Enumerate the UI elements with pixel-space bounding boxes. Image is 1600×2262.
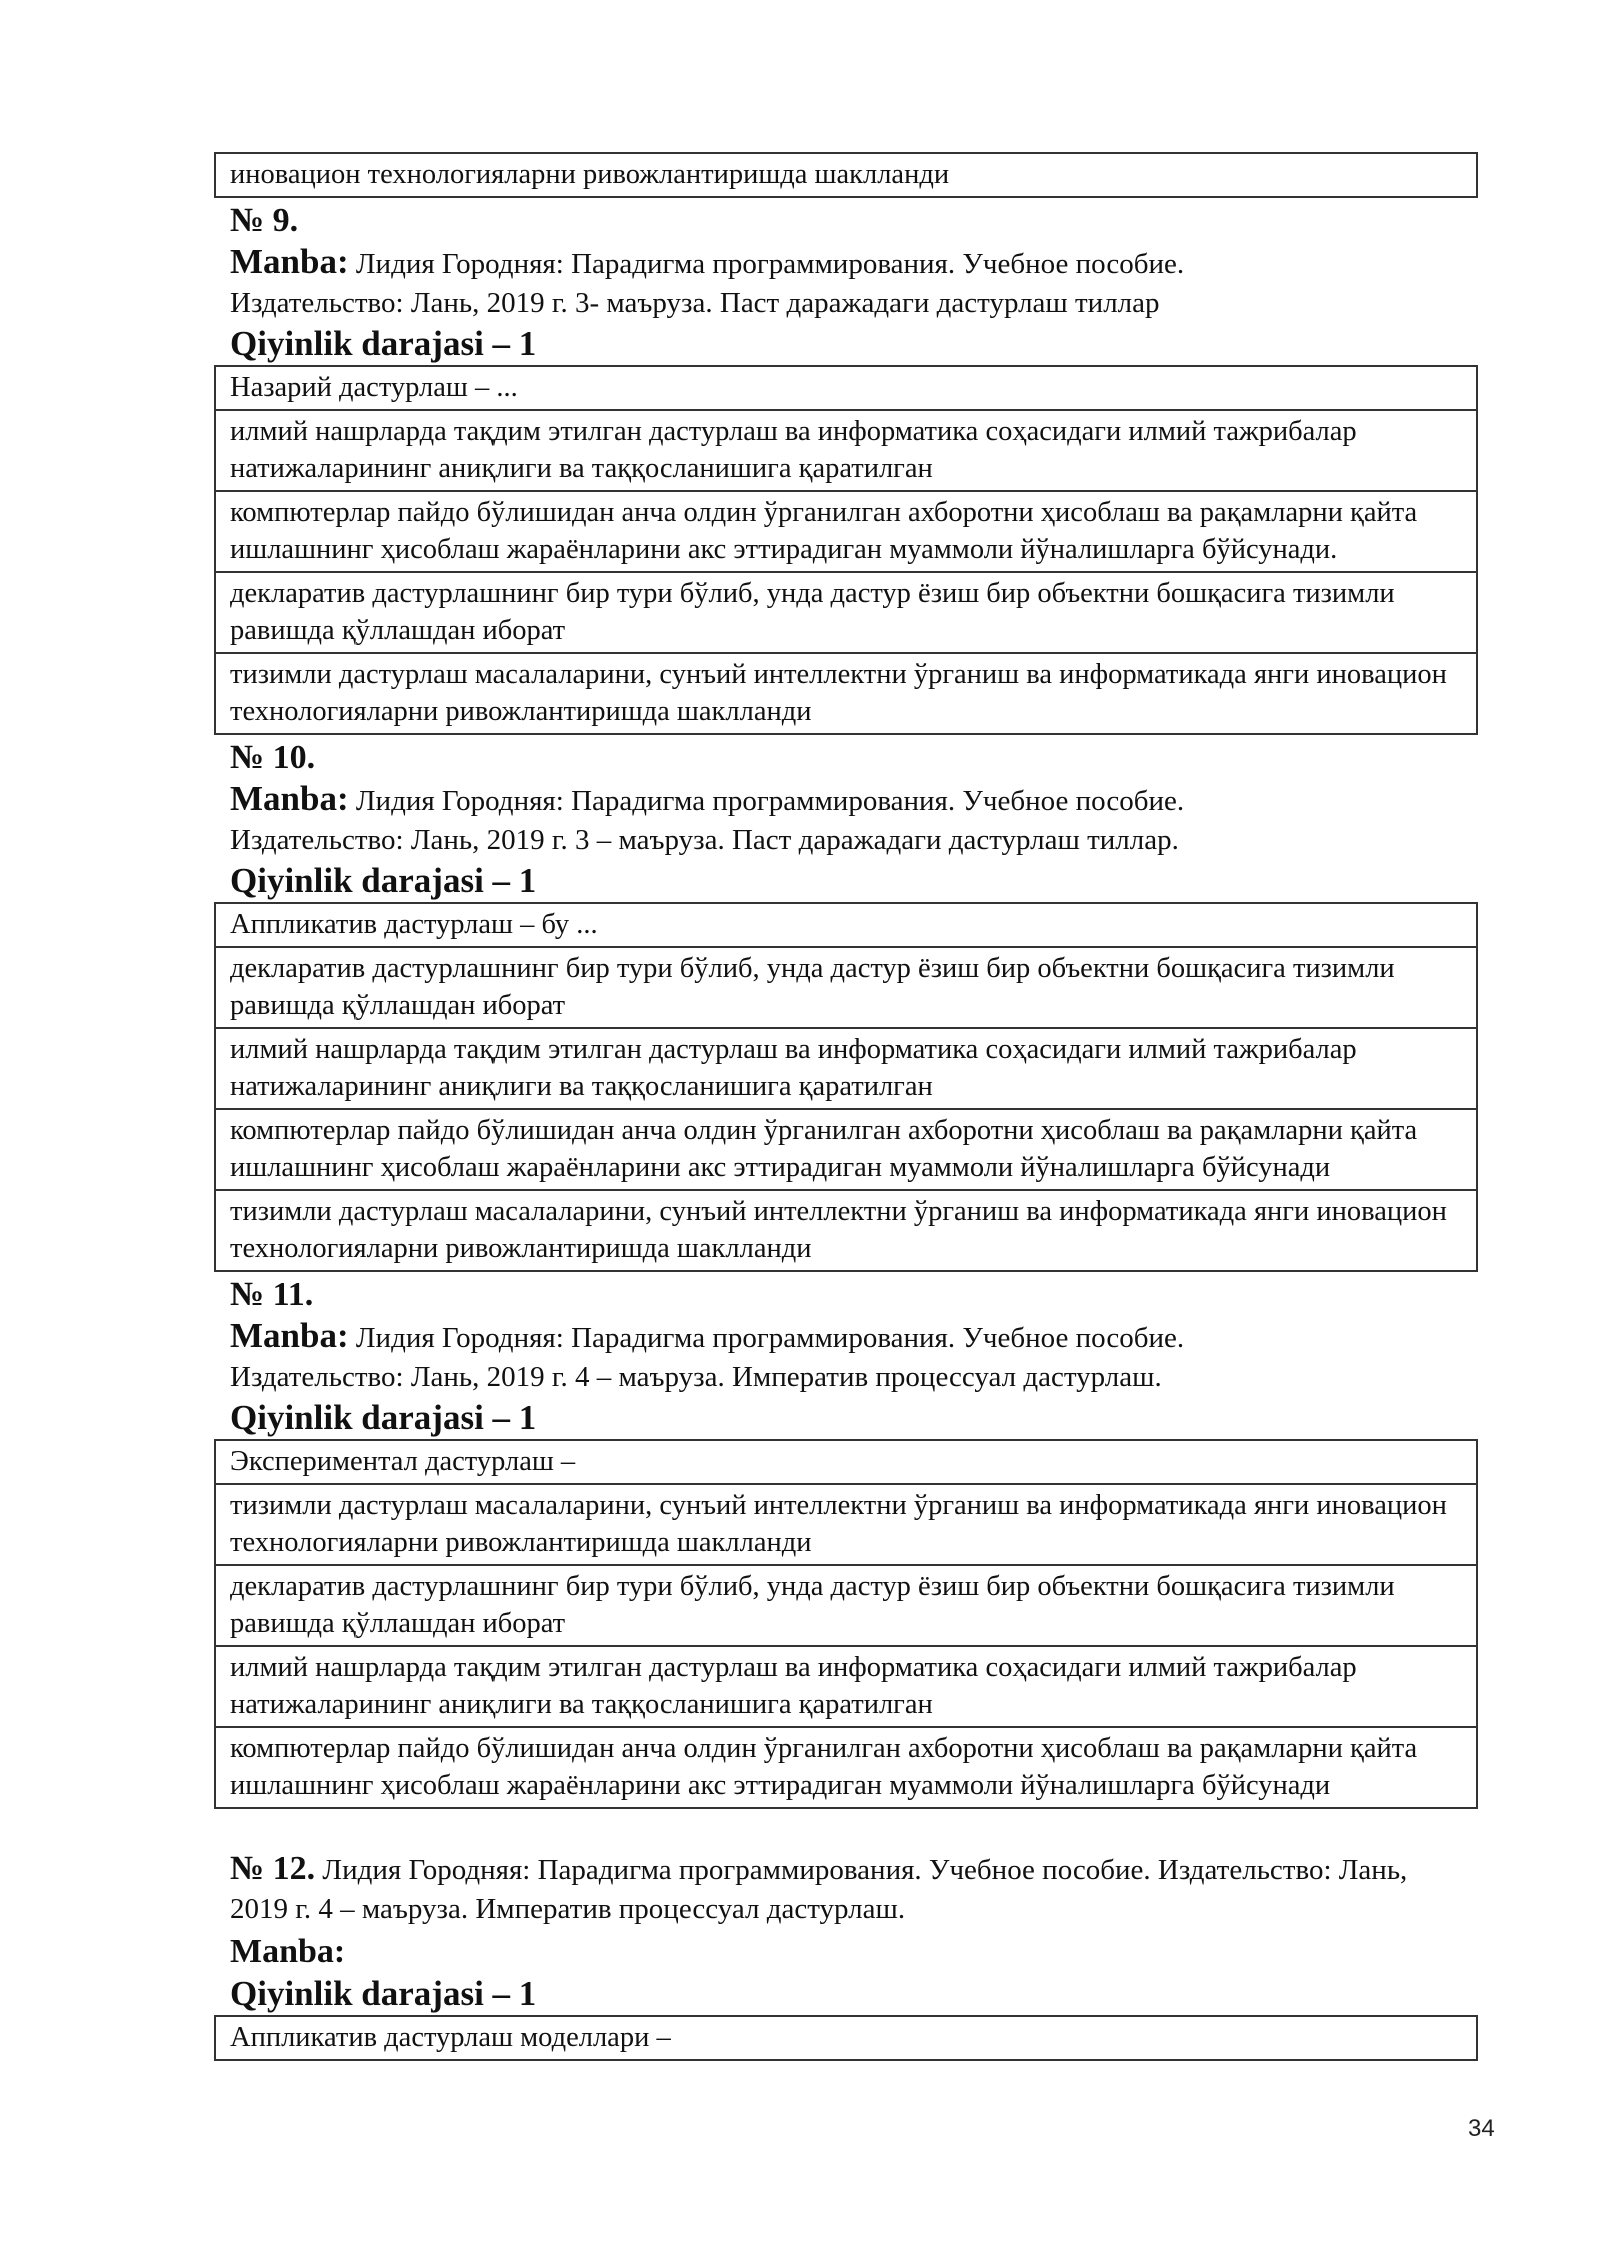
answer-table — [214, 2015, 1478, 2061]
table-cell: иновацион технологияларни ривожлантиришда шаклланди — [216, 154, 1476, 198]
question-12-header — [214, 1849, 1478, 1929]
answer-cell: декларатив дастурлашнинг бир тури бўлиб, унда дастур ёзиш бир объектни бошқасига тизимли равишда қўллашдан иборат — [216, 1566, 1476, 1647]
answer-cell: илмий нашрларда тақдим этилган дастурлаш ва информатика соҳасидаги илмий тажрибалар натижаларининг аниқлиги ва таққосланишига қаратилган — [216, 411, 1476, 492]
answer-cell: компютерлар пайдо бўлишидан анча олдин ўрганилган ахборотни ҳисоблаш ва рақамларни қайта ишлашнинг ҳисоблаш жараёнларини акс эттирадиган муаммоли йўналишларга бўйсунади — [216, 1728, 1476, 1809]
source-text: Лидия Городняя: Парадигма программирования. Учебное пособие. — [355, 1322, 1185, 1354]
answer-cell: тизимли дастурлаш масалаларини, сунъий интеллектни ўрганиш ва информатикада янги иновацион технологияларни ривожлантиришда шаклланди — [216, 654, 1476, 735]
continued-table — [214, 152, 1478, 198]
answer-cell: декларатив дастурлашнинг бир тури бўлиб, унда дастур ёзиш бир объектни бошқасига тизимли равишда қўллашдан иборат — [216, 948, 1476, 1029]
answer-cell: тизимли дастурлаш масалаларини, сунъий интеллектни ўрганиш ва информатикада янги иновацион технологияларни ривожлантиришда шаклланди — [216, 1191, 1476, 1272]
question-cell: Назарий дастурлаш – ... — [216, 367, 1476, 411]
source-line — [214, 779, 1478, 821]
answer-cell: илмий нашрларда тақдим этилган дастурлаш ва информатика соҳасидаги илмий тажрибалар натижаларининг аниқлиги ва таққосланишига қаратилган — [216, 1647, 1476, 1728]
answer-table — [214, 1439, 1478, 1809]
question-number: № 9. — [230, 202, 299, 239]
question-cell: Экспериментал дастурлаш – — [216, 1441, 1476, 1485]
question-block-9 — [214, 200, 1478, 735]
answer-cell: илмий нашрларда тақдим этилган дастурлаш ва информатика соҳасидаги илмий тажрибалар натижаларининг аниқлиги ва таққосланишига қаратилган — [216, 1029, 1476, 1110]
question-cell: Аппликатив дастурлаш моделлари – — [216, 2017, 1476, 2061]
question-block-11 — [214, 1274, 1478, 1809]
answer-table — [214, 902, 1478, 1272]
source-line-2: Издательство: Лань, 2019 г. 4 – маъруза. Императив процессуал дастурлаш. — [230, 1361, 1162, 1393]
source-text: Лидия Городняя: Парадигма программирования. Учебное пособие. — [355, 785, 1185, 817]
question-number: № 11. — [230, 1276, 314, 1313]
page-number: 34 — [1468, 2115, 1495, 2142]
difficulty-level: Qiyinlik darajasi – 1 — [230, 1974, 537, 2013]
answer-cell: тизимли дастурлаш масалаларини, сунъий интеллектни ўрганиш ва информатикада янги иновацион технологияларни ривожлантиришда шаклланди — [216, 1485, 1476, 1566]
question-block-10 — [214, 737, 1478, 1272]
source-label: Manba: — [230, 1316, 349, 1355]
answer-cell: компютерлар пайдо бўлишидан анча олдин ўрганилган ахборотни ҳисоблаш ва рақамларни қайта ишлашнинг ҳисоблаш жараёнларини акс эттирадиган муаммоли йўналишларга бўйсунади — [216, 1110, 1476, 1191]
answer-cell: декларатив дастурлашнинг бир тури бўлиб, унда дастур ёзиш бир объектни бошқасига тизимли равишда қўллашдан иборат — [216, 573, 1476, 654]
source-text: Лидия Городняя: Парадигма программирования. Учебное пособие. — [355, 248, 1185, 280]
difficulty-level: Qiyinlik darajasi – 1 — [230, 324, 537, 363]
question-cell: Аппликатив дастурлаш – бу ... — [216, 904, 1476, 948]
source-text: Лидия Городняя: Парадигма программирования. Учебное пособие. Издательство: Лань, 2019 г. 4 – маъруза. Императив процессуал дастурлаш. — [230, 1854, 1408, 1925]
difficulty-level: Qiyinlik darajasi – 1 — [230, 861, 537, 900]
answer-cell: компютерлар пайдо бўлишидан анча олдин ўрганилган ахборотни ҳисоблаш ва рақамларни қайта ишлашнинг ҳисоблаш жараёнларини акс эттирадиган муаммоли йўналишларга бўйсунади. — [216, 492, 1476, 573]
question-block-12 — [214, 1849, 1478, 2061]
question-number: № 10. — [230, 739, 316, 776]
source-line — [214, 242, 1478, 284]
source-line-2: Издательство: Лань, 2019 г. 3 – маъруза. Паст даражадаги дастурлаш тиллар. — [230, 824, 1179, 856]
source-line-2: Издательство: Лань, 2019 г. 3- маъруза. Паст даражадаги дастурлаш тиллар — [230, 287, 1160, 319]
source-label: Manba: — [230, 1933, 346, 1970]
source-label: Manba: — [230, 779, 349, 818]
source-line — [214, 1316, 1478, 1358]
difficulty-level: Qiyinlik darajasi – 1 — [230, 1398, 537, 1437]
document-page — [214, 152, 1478, 2061]
question-number: № 12. — [230, 1850, 316, 1887]
source-label: Manba: — [230, 242, 349, 281]
answer-table — [214, 365, 1478, 735]
